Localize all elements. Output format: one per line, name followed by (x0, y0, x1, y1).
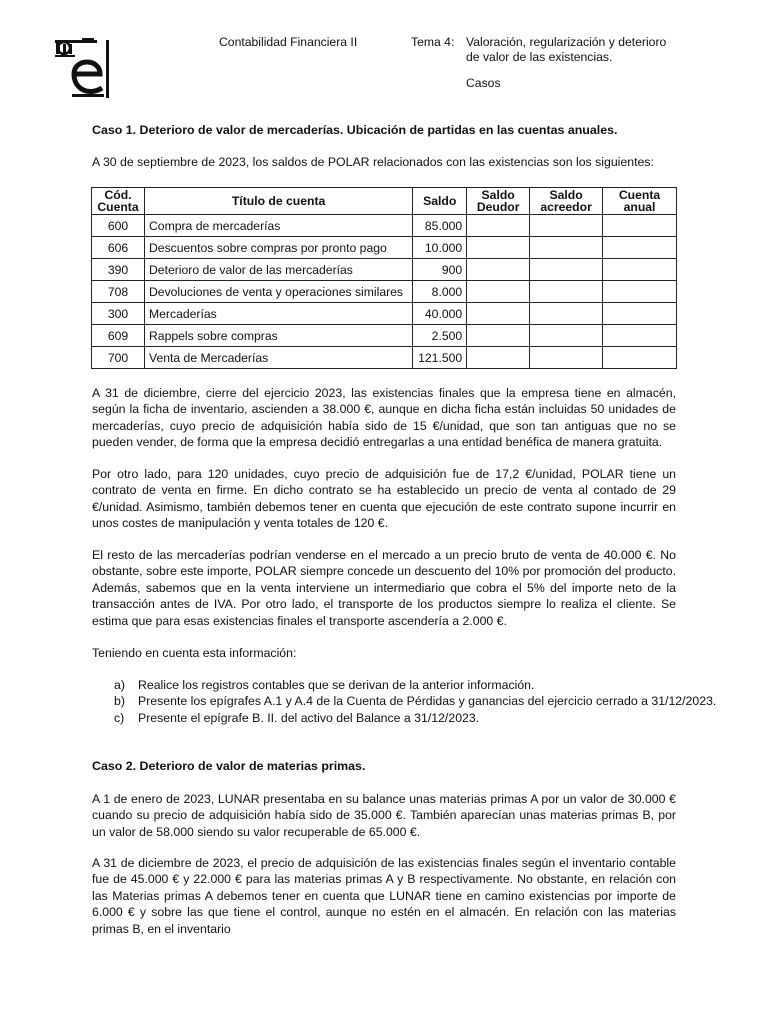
table-row (92, 215, 677, 237)
cell-deudor (467, 281, 530, 303)
cell-deudor (467, 259, 530, 281)
case1-intro: A 30 de septiembre de 2023, los saldos de POLAR relacionados con las existencias son los siguientes: (92, 155, 654, 169)
list-item-label: a) (114, 678, 125, 692)
col-header-code: Cód. Cuenta (92, 188, 145, 215)
col-header-deudor: Saldo Deudor (467, 188, 530, 215)
case2-paragraph-1: A 1 de enero de 2023, LUNAR presentaba en su balance unas materias primas A por un valor de 30.000 € cuando su precio de adquisición había sido de 35.000 €. También aparecían unas materias primas B, por un valor de 58.000 siendo su valor recuperable de 65.000 €. (92, 792, 676, 839)
cell-title: Devoluciones de venta y operaciones similares (144, 281, 412, 303)
list-item-label: b) (114, 694, 125, 709)
case2-paragraph-2: A 31 de diciembre de 2023, el precio de adquisición de las existencias finales según el inventario contable fue de 45.000 € y 22.000 € para las materias primas A y B respectivamente. No obstante, en relación con las Materias primas A debemos tener en cuenta que LUNAR tiene en camino existencias por importe de 6.000 € y sobre las que tiene el control, aunque no estén en el almacén. En relación con las materias primas B, en el inventario (92, 856, 676, 936)
subtitle: Casos (466, 76, 501, 90)
cell-saldo: 40.000 (413, 303, 467, 325)
cell-title: Rappels sobre compras (144, 325, 412, 347)
case1-paragraph-2: Por otro lado, para 120 unidades, cuyo precio de adquisición fue de 17,2 €/unidad, POLAR tiene un contrato de venta en firme. En dicho contrato se ha establecido un precio de venta al contado de 29 €/unidad. Asimismo, también debemos tener en cuenta que ejecución de este contrato supone incurrir en unos costes de manipulación y venta totales de 120 €. (92, 467, 676, 531)
table-row (92, 347, 677, 369)
case1-paragraph-1: A 31 de diciembre, cierre del ejercicio 2023, las existencias finales que la empresa tiene en almacén, según la ficha de inventario, ascienden a 38.000 €, aunque en dicha ficha están incluidas 50 unidades de mercaderías, cuyo precio de adquisición había sido de 15 €/unidad, que son tan antiguas que no se pueden vender, de forma que la empresa decidió entregarlas a una entidad benéfica de manera gratuita. (92, 386, 676, 450)
col-header-acreedor: Saldo acreedor (530, 188, 603, 215)
col-header-anual: Cuenta anual (603, 188, 677, 215)
cell-code: 708 (92, 281, 145, 303)
list-item (114, 693, 716, 709)
cell-saldo: 900 (413, 259, 467, 281)
list-item-label: c) (114, 710, 125, 725)
table-row (92, 303, 677, 325)
cell-saldo: 8.000 (413, 281, 467, 303)
table-row (92, 259, 677, 281)
cell-saldo: 2.500 (413, 325, 467, 347)
cell-acreedor (530, 281, 603, 303)
cell-deudor (467, 303, 530, 325)
cell-code: 390 (92, 259, 145, 281)
case2-title: Caso 2. Deterioro de valor de materias primas. (92, 759, 366, 773)
cell-deudor (467, 325, 530, 347)
tema-label: Tema 4: (411, 35, 455, 49)
case1-paragraph-4: Teniendo en cuenta esta información: (92, 646, 297, 660)
course-name: Contabilidad Financiera II (219, 35, 358, 49)
cell-code: 606 (92, 237, 145, 259)
cell-acreedor (530, 259, 603, 281)
cell-title: Venta de Mercaderías (144, 347, 412, 369)
col-header-saldo: Saldo (413, 188, 467, 215)
cell-saldo: 121.500 (413, 347, 467, 369)
cell-saldo: 85.000 (413, 215, 467, 237)
table-row (92, 281, 677, 303)
cell-anual (603, 303, 677, 325)
cell-acreedor (530, 325, 603, 347)
case1-paragraph-3: El resto de las mercaderías podrían venderse en el mercado a un precio bruto de venta de 40.000 €. No obstante, sobre este importe, POLAR siempre concede un descuento del 10% por promoción del producto. Además, sabemos que en la venta interviene un intermediario que cobra el 5% del importe neto de la transacción antes de IVA. Por otro lado, el transporte de los productos siempre lo realiza el cliente. Se estima que para esas existencias finales el transporte ascendería a 2.000 €. (92, 548, 676, 628)
university-logo (54, 34, 114, 100)
list-item (114, 710, 716, 726)
cell-acreedor (530, 215, 603, 237)
cell-deudor (467, 347, 530, 369)
cell-anual (603, 347, 677, 369)
cell-code: 300 (92, 303, 145, 325)
accounts-table (91, 187, 677, 369)
col-header-title: Título de cuenta (144, 188, 412, 215)
cell-acreedor (530, 303, 603, 325)
table-row (92, 325, 677, 347)
cell-deudor (467, 215, 530, 237)
cell-title: Mercaderías (144, 303, 412, 325)
cell-anual (603, 281, 677, 303)
table-header-row (92, 188, 677, 215)
cell-code: 700 (92, 347, 145, 369)
tema-title (466, 35, 666, 65)
tema-title-line2: de valor de las existencias. (466, 50, 613, 64)
list-item-text: Presente el epígrafe B. II. del activo del Balance a 31/12/2023. (138, 710, 480, 725)
list-item (114, 677, 716, 693)
table-row (92, 237, 677, 259)
cell-anual (603, 325, 677, 347)
cell-saldo: 10.000 (413, 237, 467, 259)
list-item-text: Presente los epígrafes A.1 y A.4 de la Cuenta de Pérdidas y ganancias del ejercicio cerrado a 31/12/2023. (138, 694, 717, 709)
cell-anual (603, 237, 677, 259)
case1-title: Caso 1. Deterioro de valor de mercaderías. Ubicación de partidas en las cuentas anuales. (92, 123, 618, 137)
cell-anual (603, 259, 677, 281)
cell-acreedor (530, 237, 603, 259)
list-item-text: Realice los registros contables que se derivan de la anterior información. (138, 678, 535, 692)
tema-title-line1: Valoración, regularización y deterioro (466, 35, 667, 49)
cell-anual (603, 215, 677, 237)
case1-task-list (114, 677, 716, 726)
cell-title: Deterioro de valor de las mercaderías (144, 259, 412, 281)
cell-acreedor (530, 347, 603, 369)
cell-deudor (467, 237, 530, 259)
cell-code: 609 (92, 325, 145, 347)
cell-title: Descuentos sobre compras por pronto pago (144, 237, 412, 259)
cell-title: Compra de mercaderías (144, 215, 412, 237)
cell-code: 600 (92, 215, 145, 237)
